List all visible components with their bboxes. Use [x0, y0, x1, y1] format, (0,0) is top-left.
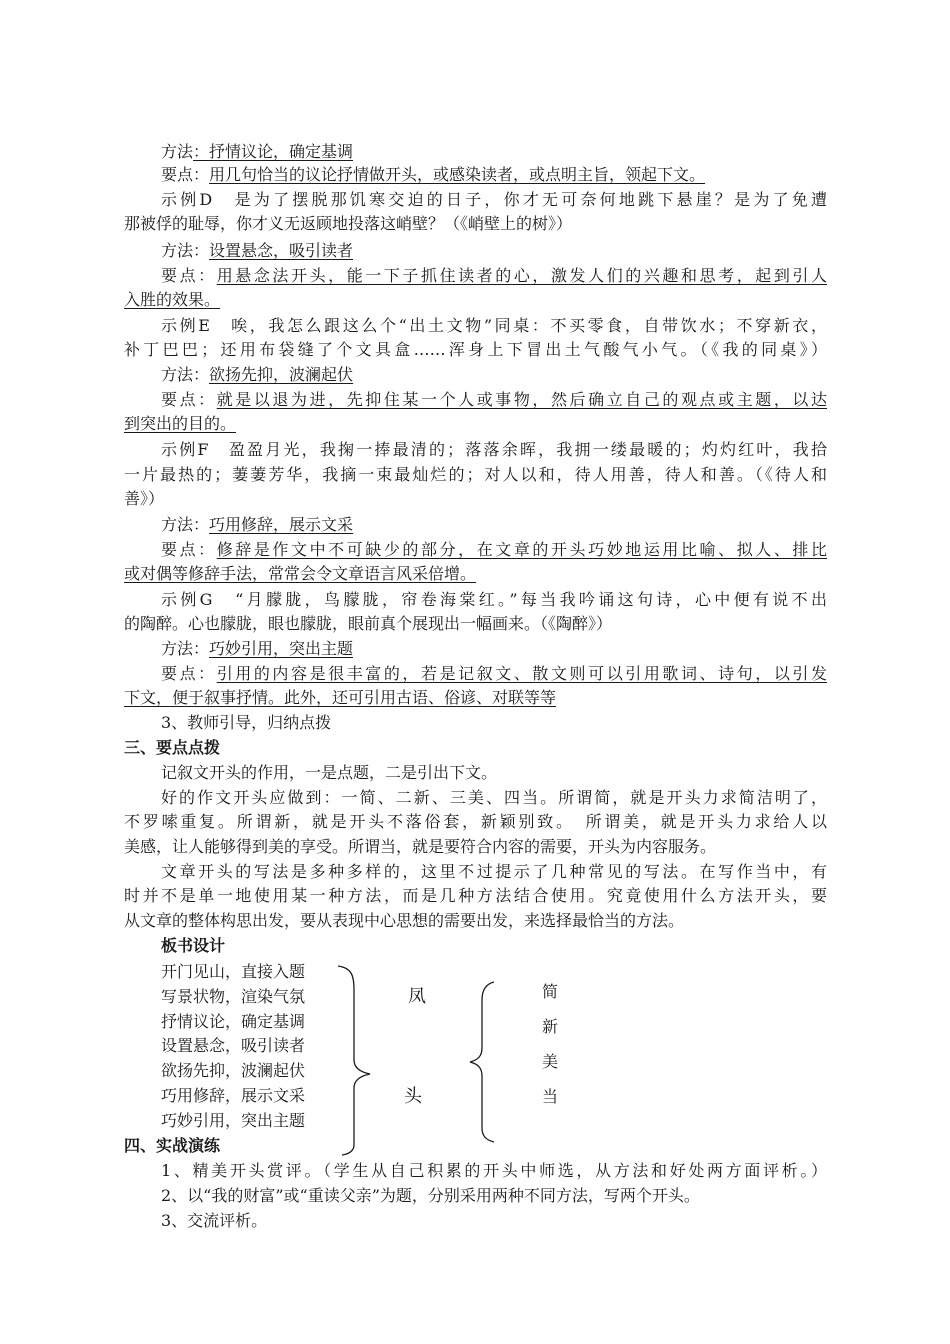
board-xin-char: 新	[542, 1017, 559, 1036]
text-line: 时并不是单一地使用某一种方法，而是几种方法结合使用。究竟使用什么方法开头，要	[124, 886, 827, 905]
text-line: 善》）	[124, 489, 165, 508]
text-line: 那被俘的耻辱，你才义无返顾地投落这峭壁？（《峭壁上的树》）	[124, 214, 573, 233]
text-line: 设置悬念，吸引读者	[161, 1036, 306, 1055]
text-line: 欲扬先抑，波澜起伏	[161, 1061, 306, 1080]
text-line: 记叙文开头的作用，一是点题，二是引出下文。	[161, 763, 498, 782]
board-dang-char: 当	[542, 1087, 559, 1106]
section-heading: 三、要点点拨	[124, 738, 221, 757]
text-line: 好的作文开头应做到：一简、二新、三美、四当。所谓简，就是开头力求简洁明了，	[161, 788, 827, 807]
text-line: 入胜的效果。	[124, 290, 221, 309]
text-line: 示例F 盈盈月光，我掬一捧最清的；落落余晖，我拥一缕最暖的；灼灼红叶，我拾	[161, 440, 827, 459]
board-mei-char: 美	[542, 1052, 559, 1071]
text-line: 要点：就是以退为进，先抑住某一个人或事物，然后确立自己的观点或主题，以达	[161, 390, 827, 409]
text-line: 美感，让人能够得到美的享受。所谓当，就是要符合内容的需要，开头为内容服务。	[124, 837, 717, 856]
text-line: 从文章的整体构思出发，要从表现中心思想的需要出发，来选择最恰当的方法。	[124, 911, 685, 930]
text-line: 示例D 是为了摆脱那饥寒交迫的日子，你才无可奈何地跳下悬崖？是为了免遭	[161, 190, 827, 209]
text-line: 巧妙引用，突出主题	[161, 1111, 306, 1130]
text-line: 的陶醉。心也朦胧，眼也朦胧，眼前真个展现出一幅画来。（《陶醉》）	[124, 614, 613, 633]
board-tou-char: 头	[404, 1086, 422, 1107]
text-line: 写景状物，渲染气氛	[161, 987, 306, 1006]
board-jian-char: 简	[542, 982, 559, 1001]
text-line: 文章开头的写法是多种多样的，这里不过提示了几种常见的写法。在写作当中，有	[161, 862, 827, 881]
text-line: 不罗嗦重复。所谓新，就是开头不落俗套，新颖别致。 所谓美，就是开头力求给人以	[124, 812, 827, 831]
board-feng-char: 凤	[408, 986, 426, 1007]
text-line: 巧用修辞，展示文采	[161, 1086, 306, 1105]
text-line: 补丁巴巴；还用布袋缝了个文具盒……浑身上下冒出土气酸气小气。（《我的同桌》）	[124, 340, 827, 359]
text-line: 方法：巧妙引用，突出主题	[161, 639, 354, 658]
text-line: 2、以“我的财富”或“重读父亲”为题，分别采用两种不同方法，写两个开头。	[161, 1186, 700, 1205]
text-line: 3、交流评析。	[161, 1211, 268, 1230]
text-line: 要点：修辞是作文中不可缺少的部分，在文章的开头巧妙地运用比喻、拟人、排比	[161, 540, 827, 559]
text-line: 到突出的目的。	[124, 414, 237, 433]
text-line: 要点：引用的内容是很丰富的，若是记叙文、散文则可以引用歌词、诗句，以引发	[161, 664, 827, 683]
text-line: 1、精美开头赏评。（学生从自己积累的开头中师选，从方法和好处两方面评析。）	[161, 1161, 827, 1180]
text-line: 下文，便于叙事抒情。此外，还可引用古语、俗谚、对联等等	[124, 688, 557, 707]
text-line: 或对偶等修辞手法，常常会令文章语言风采倍增。	[124, 564, 477, 583]
text-line: 抒情议论，确定基调	[161, 1012, 306, 1031]
text-line: 开门见山，直接入题	[161, 962, 306, 981]
text-line: 要点：用几句恰当的议论抒情做开头，或感染读者，或点明主旨，领起下文。	[161, 165, 706, 184]
section-heading: 四、实战演练	[124, 1136, 221, 1155]
text-line: 3、教师引导，归纳点拨	[161, 713, 332, 732]
text-line: 方法：欲扬先抑，波澜起伏	[161, 365, 354, 384]
text-line: 示例G “月朦胧，鸟朦胧，帘卷海棠红。”每当我吟诵这句诗，心中便有说不出	[161, 590, 827, 609]
text-line: 方法：设置悬念，吸引读者	[161, 241, 354, 260]
text-line: 一片最热的；萋萋芳华，我摘一束最灿烂的；对人以和，待人用善，待人和善。（《待人和	[124, 465, 827, 484]
board-bracket-right	[460, 978, 500, 1148]
text-line: 方法：抒情议论，确定基调	[161, 142, 354, 161]
text-line: 方法：巧用修辞，展示文采	[161, 515, 354, 534]
text-line: 示例E 唉，我怎么跟这么个“出土文物”同桌：不买零食，自带饮水；不穿新衣，	[161, 316, 827, 335]
text-line: 要点：用悬念法开头，能一下子抓住读者的心，激发人们的兴趣和思考，起到引人	[161, 266, 827, 285]
board-bracket-left	[330, 960, 390, 1160]
section-heading: 板书设计	[161, 936, 226, 955]
